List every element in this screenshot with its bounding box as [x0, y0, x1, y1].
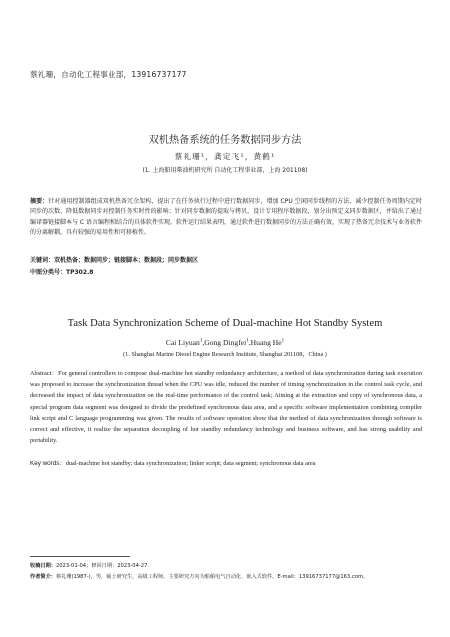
chinese-affiliation: (1. 上海船用柴油机研究所 自动化工程事业部，上海 201108)	[142, 167, 308, 174]
english-author-3: Huang He	[250, 338, 282, 347]
english-authors: Cai Liyuan$^1$,Gong Dingfei$^1$,Huang He$^1$	[165, 338, 285, 347]
author-3-sup: 1	[281, 338, 285, 344]
chinese-authors: 蔡礼珊¹，龚定飞¹，黄鹤¹	[174, 152, 276, 161]
chinese-abstract	[30, 197, 422, 239]
received-date	[30, 562, 149, 569]
author-bio	[30, 573, 368, 580]
english-affiliation: (1. Shanghai Marine Diesel Engine Research Institute, Shanghai 201108，China )	[123, 351, 327, 358]
english-title: Task Data Synchronization Scheme of Dual-machine Hot Standby System	[67, 318, 383, 329]
classification-number: TP302.8	[66, 269, 94, 276]
english-abstract-label: Abstract：	[30, 370, 59, 377]
chinese-abstract-text: 针对通用控制器组成双机热备冗余架构，提出了在任务执行过程中进行数据同步，增加 CPU 空闲同步线程的方法，减少控制任务周期内定时同步的次数，降低数据同步对控制任务实时性的影响；针对同步数据的提取与拷贝，设计专用程序数据段，划分出预定义同步数据区，并给出了通过编译器链接脚本与 C 语言编程相结合的具体软件实现。软件运行结果表明，通过软件进行数据同步的方法正确有效，实现了热备冗余技术与业务软件的分离解耦，具有较强的易用性和可移植性。	[30, 198, 423, 237]
header-note: 蔡礼珊，自动化工程事业部，13916737177	[30, 70, 187, 79]
bio-label: 作者简介：	[30, 574, 56, 580]
received-text: 2023-01-04；修回日期：2023-04-27.	[55, 563, 150, 569]
author-1-sup: 1	[199, 338, 203, 344]
chinese-keywords-label: 关键词：	[30, 257, 55, 264]
english-keywords	[30, 458, 422, 467]
english-keywords-label: Key words：	[30, 460, 66, 467]
author-2-sup: 1	[246, 338, 249, 344]
bio-text: 蔡礼珊(1987-)，男，硕士研究生，高级工程师。主要研究方向为船舶电气自动化、嵌入式软件。E-mail：13916737177@163.com。	[55, 574, 369, 580]
english-author-1: Cai Liyuan	[165, 338, 200, 347]
english-abstract	[30, 368, 422, 446]
chinese-keywords	[30, 255, 422, 264]
received-label: 收稿日期：	[30, 563, 56, 569]
footnote-divider	[30, 556, 130, 557]
chinese-keywords-text: 双机热备；数据同步；链接脚本；数据段；同步数据区	[54, 257, 199, 264]
chinese-abstract-label: 摘要：	[30, 198, 49, 205]
chinese-title: 双机热备系统的任务数据同步方法	[148, 135, 302, 146]
english-author-2: Gong Dingfei	[204, 338, 247, 347]
classification-label: 中图分类号：	[30, 269, 67, 276]
english-abstract-text: For general controllers to compose dual-machine hot standby redundancy architecture, a method of data synchronization during task execution was proposed to increase the synchronization thread when the CPU was idle, reduced the number of timing synchronization in the control task cycle, and decreased the impact of data synchronization on the real-time performance of the control task; Aiming at the extraction and copy of synchronous data, a special program data segment was designed to divide the predefined synchronous data area, and a specific software implementation combining compiler link script and C language programming was given. The results of software operation show that the method of data synchronization through software is correct and effective, it realize the separation decoupling of hot standby redundancy technology and business software, and has strong usability and portability.	[30, 370, 422, 445]
english-keywords-text: dual-machine hot standby; data synchronization; linker script; data segment; synchronous data area	[65, 460, 316, 467]
chinese-classification	[30, 267, 93, 276]
